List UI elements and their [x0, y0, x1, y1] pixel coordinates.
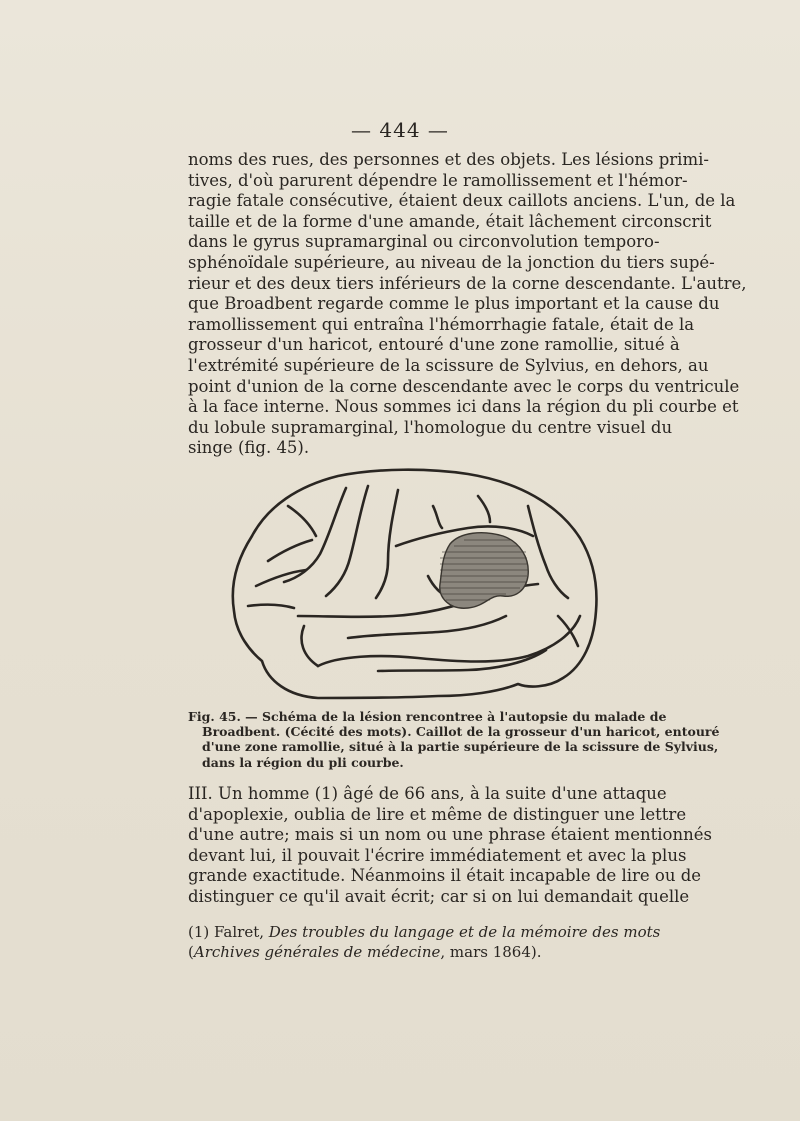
footnote-journal: Archives générales de médecine	[193, 943, 441, 961]
paragraph-1-line: noms des rues, des personnes et des objets. Les lésions primi-	[188, 150, 709, 169]
caption-line: Broadbent. (Cécité des mots). Caillot de la grosseur d'un haricot, entouré	[202, 724, 720, 740]
paragraph-2-line: d'apoplexie, oublia de lire et même de distinguer une lettre	[188, 804, 687, 824]
paragraph-1-line: dans le gyrus supramarginal ou circonvolution temporo-	[188, 232, 660, 252]
lesion-hatched-area	[440, 533, 528, 608]
page-number: — 444 —	[351, 118, 449, 142]
paragraph-1-line: point d'union de la corne descendante avec le corps du ventricule	[188, 376, 740, 396]
footnote-title: Des troubles du langage et de la mémoire des mots	[268, 923, 661, 941]
paragraph-1-line: sphénoïdale supérieure, au niveau de la jonction du tiers supé-	[188, 252, 715, 272]
paragraph-1-line: à la face interne. Nous sommes ici dans la région du pli courbe et	[188, 397, 739, 417]
paragraph-1-line: grosseur d'un haricot, entouré d'une zone ramollie, situé à	[188, 335, 680, 355]
paragraph-1-line: ragie fatale consécutive, étaient deux caillots anciens. L'un, de la	[188, 191, 736, 211]
paragraph-1-line: rieur et des deux tiers inférieurs de la corne descendante. L'autre,	[188, 273, 747, 293]
paragraph-1-line: ramollissement qui entraîna l'hémorrhagie fatale, était de la	[188, 314, 695, 334]
footnote-marker: (1) Falret,	[188, 923, 264, 941]
caption-line: d'une zone ramollie, situé à la partie supérieure de la scissure de Sylvius,	[202, 739, 719, 755]
paragraph-2-line: III. Un homme (1) âgé de 66 ans, à la suite d'une attaque	[188, 784, 667, 803]
caption-line: Fig. 45. — Schéma de la lésion rencontree à l'autopsie du malade de	[188, 709, 667, 724]
paragraph-2-line: grande exactitude. Néanmoins il était incapable de lire ou de	[188, 866, 702, 886]
paragraph-1-line: singe (fig. 45).	[188, 438, 310, 458]
paragraph-1	[188, 150, 747, 459]
paragraph-1-line: que Broadbent regarde comme le plus important et la cause du	[188, 294, 720, 314]
paragraph-1-line: taille et de la forme d'une amande, était lâchement circonscrit	[188, 211, 712, 231]
caption-line: dans la région du pli courbe.	[202, 754, 404, 770]
brain-diagram-figure	[228, 466, 600, 704]
paragraph-2-line: devant lui, il pouvait l'écrire immédiatement et avec la plus	[188, 845, 687, 865]
brain-outline	[233, 470, 597, 698]
paragraph-2	[188, 784, 712, 908]
figure-caption	[188, 709, 720, 770]
paragraph-1-line: du lobule supramarginal, l'homologue du centre visuel du	[188, 417, 673, 437]
paragraph-2-line: d'une autre; mais si un nom ou une phrase étaient mentionnés	[188, 825, 712, 845]
footnote: (1) Falret, Des troubles du langage et de la mémoire des mots (Archives générales de médecine, mars 1864).	[188, 923, 661, 961]
paragraph-1-line: l'extrémité supérieure de la scissure de Sylvius, en dehors, au	[188, 355, 709, 375]
paragraph-1-line: tives, d'où parurent dépendre le ramollissement et l'hémor-	[188, 170, 688, 190]
paragraph-2-line: distinguer ce qu'il avait écrit; car si on lui demandait quelle	[188, 886, 690, 906]
